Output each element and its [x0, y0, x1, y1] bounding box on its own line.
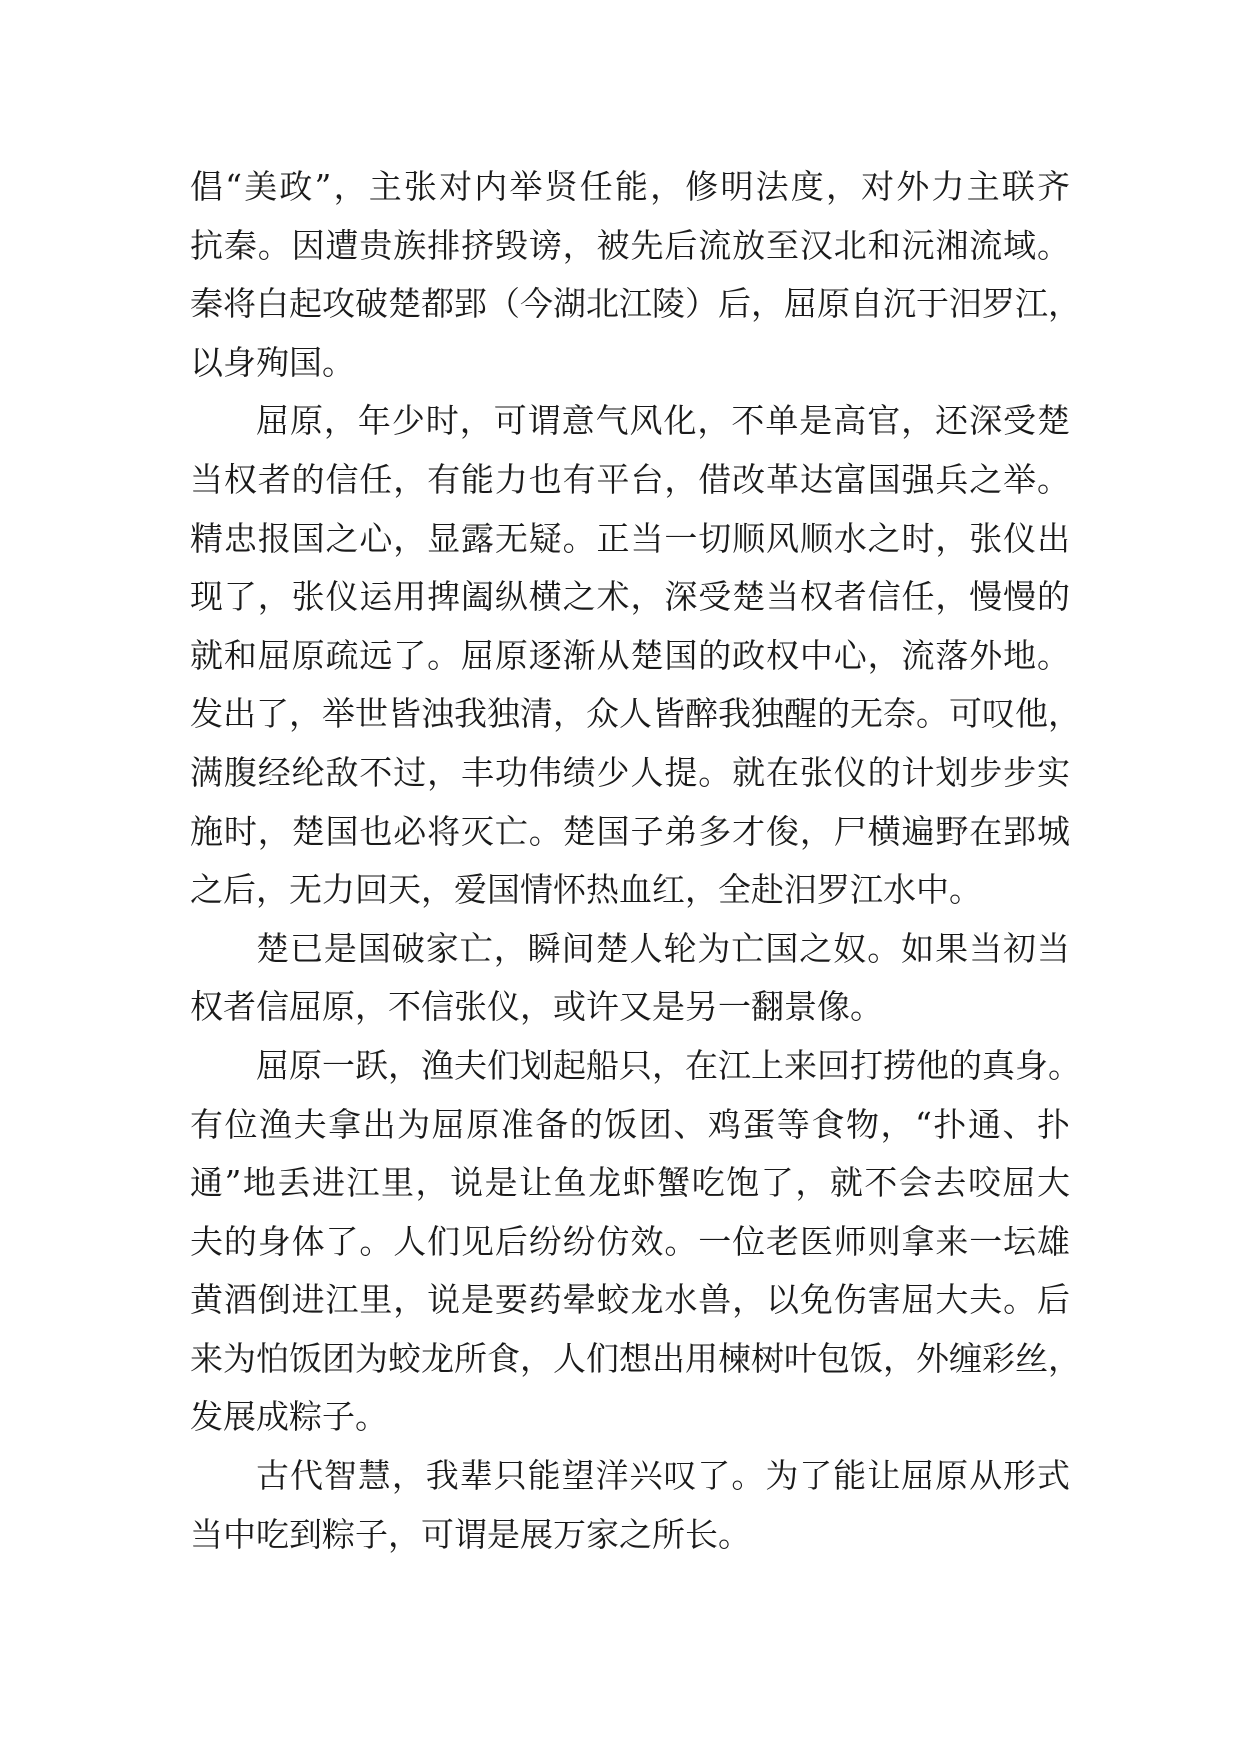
text-line: 来为怕饭团为蛟龙所食，人们想出用楝树叶包饭，外缠彩丝， — [190, 1338, 1081, 1378]
text-line: 黄酒倒进江里，说是要药晕蛟龙水兽，以免伤害屈大夫。后 — [190, 1280, 1070, 1320]
text-line: 施时，楚国也必将灭亡。楚国子弟多才俊，尸横遍野在郢城 — [190, 811, 1070, 851]
text-line: 发出了，举世皆浊我独清，众人皆醉我独醒的无奈。可叹他， — [190, 694, 1081, 734]
paragraph-first-line: 屈原，年少时，可谓意气风化，不单是高官，还深受楚 — [256, 401, 1070, 441]
text-line: 发展成粽子。 — [190, 1397, 388, 1437]
text-line: 抗秦。因遭贵族排挤毁谤，被先后流放至汉北和沅湘流域。 — [190, 225, 1070, 265]
text-line: 满腹经纶敌不过，丰功伟绩少人提。就在张仪的计划步步实 — [190, 752, 1070, 792]
text-line: 现了，张仪运用捭阖纵横之术，深受楚当权者信任，慢慢的 — [190, 577, 1070, 617]
paragraph-first-line: 屈原一跃，渔夫们划起船只，在江上来回打捞他的真身。 — [256, 1045, 1081, 1085]
text-line: 倡“美政”，主张对内举贤任能，修明法度，对外力主联齐 — [190, 167, 1070, 206]
text-line: 就和屈原疏远了。屈原逐渐从楚国的政权中心，流落外地。 — [190, 635, 1070, 675]
text-line: 之后，无力回天，爱国情怀热血红，全赴汨罗江水中。 — [190, 870, 982, 910]
text-line: 通”地丢进江里，说是让鱼龙虾蟹吃饱了，就不会去咬屈大 — [190, 1163, 1070, 1203]
text-line: 以身殉国。 — [190, 342, 355, 382]
text-line: 夫的身体了。人们见后纷纷仿效。一位老医师则拿来一坛雄 — [190, 1221, 1070, 1261]
text-line: 当权者的信任，有能力也有平台，借改革达富国强兵之举。 — [190, 459, 1070, 499]
text-line: 当中吃到粽子，可谓是展万家之所长。 — [190, 1514, 751, 1554]
body-text — [190, 158, 1081, 1564]
text-line: 有位渔夫拿出为屈原准备的饭团、鸡蛋等食物，“扑通、扑 — [190, 1104, 1070, 1144]
text-line: 秦将白起攻破楚都郢（今湖北江陵）后，屈原自沉于汨罗江， — [190, 284, 1081, 324]
paragraph-first-line: 楚已是国破家亡，瞬间楚人轮为亡国之奴。如果当初当 — [256, 928, 1070, 968]
text-line: 权者信屈原，不信张仪，或许又是另一翻景像。 — [190, 987, 883, 1027]
text-line: 精忠报国之心，显露无疑。正当一切顺风顺水之时，张仪出 — [190, 518, 1070, 558]
paragraph-first-line: 古代智慧，我辈只能望洋兴叹了。为了能让屈原从形式 — [256, 1456, 1070, 1496]
